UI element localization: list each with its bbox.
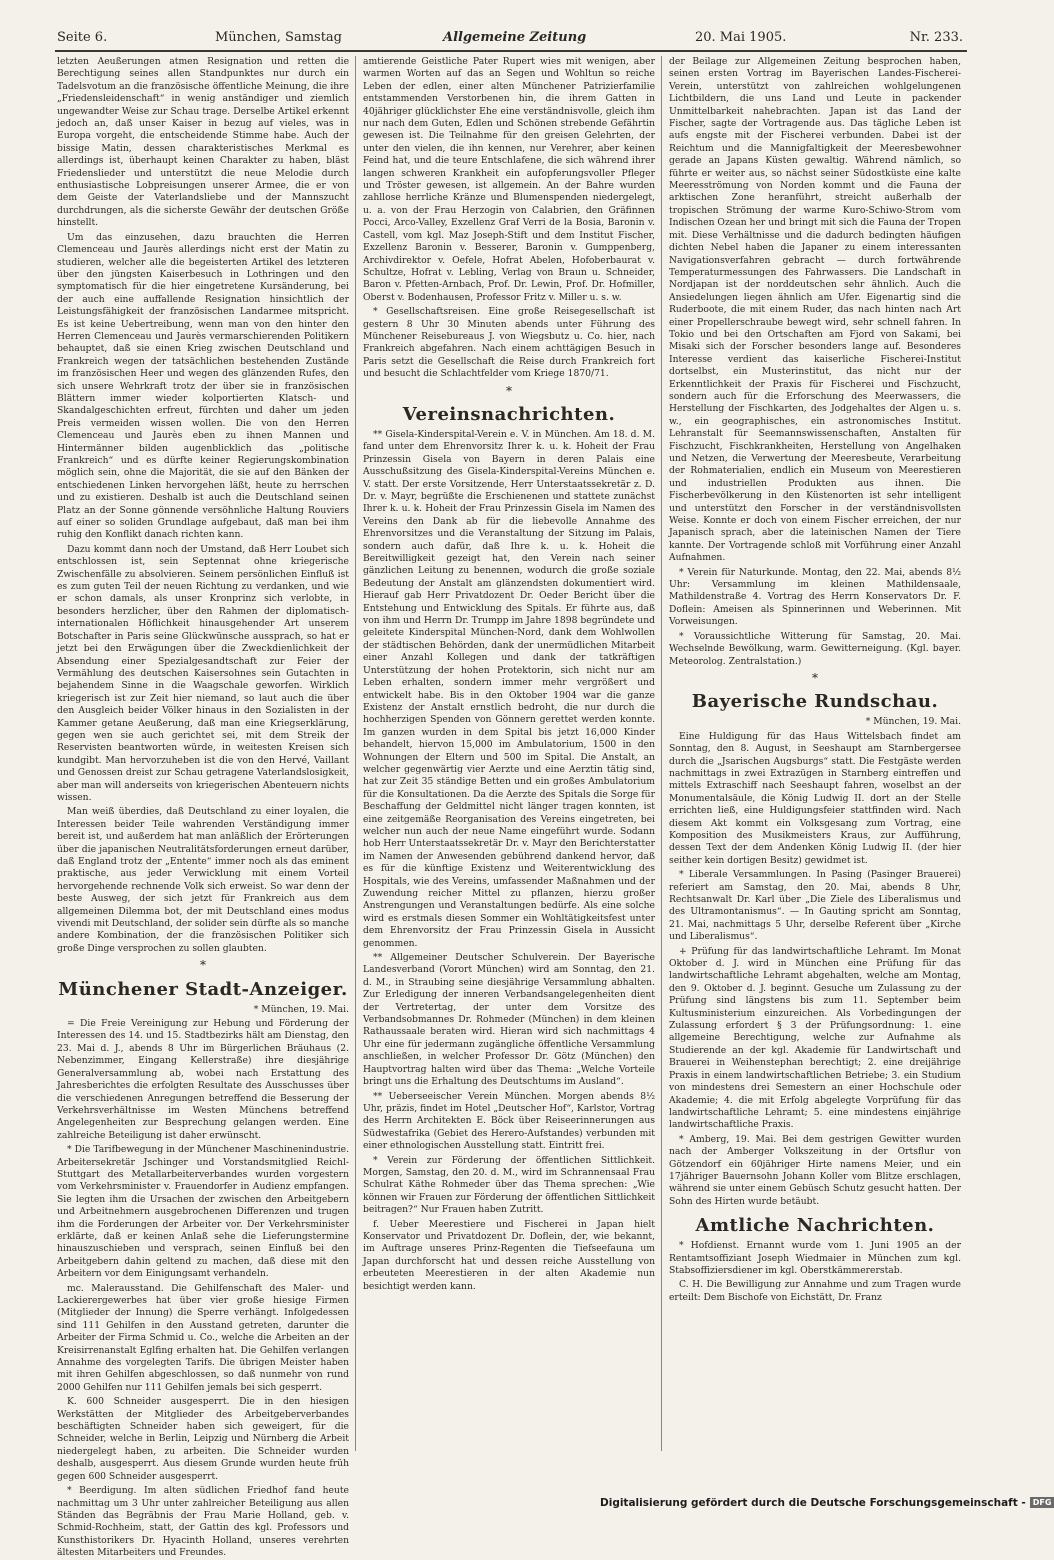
digitization-credit [600,1497,1052,1513]
newspaper-title: Allgemeine Zeitung [443,30,587,45]
news-item: mc. Malerausstand. Die Gehilfenschaft des Maler- und Lackierergewerbes hat über vier große hiesige Firmen (Mitglieder der Innung) die Sperre verhängt. Infolgedessen sind 111 Gehilfen in den Ausstand getreten, darunter die Arbeiter der Firma Schmid u. Co., welche die Arbeiten an der Kreisirrenanstalt Eglfing erhalten hat. Die Gehilfen verlangen Annahme des vorgelegten Tarifs. Die übrigen Meister haben mit ihren Gehilfen abgeschlossen, so daß nunmehr von rund 2000 Gehilfen nur 111 Gehilfen jemals bei sich gesperrt. [57,1282,349,1393]
news-item: ** Ueberseeischer Verein München. Morgen abends 8½ Uhr, präzis, findet im Hotel „Deutscher Hof“, Karlstor, Vortrag des Herrn Architekten E. Böck über Reiseerinnerungen aus Südwestafrika (Gebiet des Herero-Aufstandes) verbunden mit einer ethnologischen Ausstellung statt. Eintritt frei. [363,1090,655,1152]
news-item: * Liberale Versammlungen. In Pasing (Pasinger Brauerei) referiert am Samstag, den 20. Mai, abends 8 Uhr, Rechtsanwalt Dr. Karl über „Die Ziele des Liberalismus und des Ultramontanismus“. — In Gauting spricht am Sonntag, 21. Mai, nachmittags 5 Uhr, derselbe Referent über „Kirche und Liberalismus“. [669,869,961,943]
column-2 [363,56,655,1451]
page-header [55,24,967,52]
section-title-stadt-anzeiger: Münchener Stadt-Anzeiger. [58,978,348,1000]
news-item: = Die Freie Vereinigung zur Hebung und Förderung der Interessen des 14. und 15. Stadtbezirks hält am Dienstag, den 23. Mai d. J., abends 8 Uhr im Bürgerlichen Bräuhaus (2. Nebenzimmer, Eingang Kellerstraße) ihre diesjährige Generalversammlung ab, wobei nach Erstattung des Jahresberichtes die erfolgten Resultate des Ausschusses über die verschiedenen Anregungen betreffend die Besserung der Verkehrsverhältnisse im Westen Münchens betreffend Angelegenheiten zur Besprechung gelangen werden. Eine zahlreiche Beteiligung ist daher erwünscht. [57,1018,349,1141]
column-divider [661,56,662,1451]
section-divider-star: * [506,383,512,398]
credit-text: Digitalisierung gefördert durch die Deutsche Forschungsgemeinschaft - [600,1497,1026,1509]
news-item: * Verein zur Förderung der öffentlichen Sittlichkeit. Morgen, Samstag, den 20. d. M., wird im Schrannensaal Frau Schulrat Käthe Rohmeder über das Thema sprechen: „Wie können wir Frauen zur Förderung der öffentlichen Sittlichkeit beitragen?“ Nur Frauen haben Zutritt. [363,1154,655,1216]
paragraph: letzten Aeußerungen atmen Resignation und retten die Berechtigung seines allen Standpunktes nur durch ein Tadelsvotum an die französische öffentliche Meinung, die ihre „Friedensleidenschaft“ in wenig anständiger und ziemlich ungewandter Weise zur Schau trage. Derselbe Artikel erkennt jedoch an, daß unser Kaiser in bezug auf vieles, was in Europa vorgeht, die entscheidende Stimme habe. Auch der bissige Matin, dessen charakteristisches Merkmal es allerdings ist, überhaupt keinen Charakter zu haben, bläst Friedenslieder und unterstützt die neue Melodie durch enthusiastische Lobpreisungen unserer Armee, die er von dem Geiste der Vaterlandsliebe und der Mannszucht durchdrungen, als die sicherste Gewähr der deutschen Größe hinstellt. [57,56,349,229]
section-divider-star: * [200,958,206,973]
dateline: * München, 19. Mai. [865,716,961,728]
news-item: * Amberg, 19. Mai. Bei dem gestrigen Gewitter wurden nach der Amberger Volkszeitung in der Ortsflur von Götzendorf ein 60jähriger Hirte namens Meier, und ein 17jähriger Bauernsohn Johann Koller vom Blitze erschlagen, während sie unter einem Gebüsch Schutz gesucht hatten. Der Sohn des Hirten wurde betäubt. [669,1133,961,1207]
news-item: C. H. Die Bewilligung zur Annahme und zum Tragen wurde erteilt: Dem Bischofe von Eichstätt, Dr. Franz [669,1279,961,1303]
paragraph: Um das einzusehen, dazu brauchten die Herren Clemenceau und Jaurès allerdings nicht erst der Matin zu studieren, welcher alle die begeisterten Artikel des letzteren über den jüngsten Kaiserbesuch in Lothringen und den symptomatisch für die hier eingetretene Kursänderung, bei der auch eine auffallende Resignation hinsichtlich der Leistungsfähigkeit der französischen Landarmee mitspricht. Es ist keine Uebertreibung, wenn man von den hinter den Herren Clemenceau und Jaurès vermarschierenden Politikern behauptet, daß sie einen Krieg zwischen Deutschland und Frankreich wegen der tatsächlichen bestehenden Zustände im französischen Heer und wegen des glänzenden Rufes, den sich unsere Wehrkraft trotz der über sie in französischen Blättern immer wieder kolportierten Klatsch- und Skandalgeschichten erfreut, fürchten und daher um jeden Preis vermeiden wissen wollen. Die von den Herren Clemenceau und Jaurès eben zu ihnen Mannen und Hintermänner bilden augenblicklich das „politische Frankreich“ und es dürfte keiner Regierungskombination möglich sein, ohne die Majorität, die sie auf den Bänken der entschiedenen Linken hervorgehen läßt, heute zu herrschen und zu existieren. Deshalb ist auch die Deutschland seinen Platz an der Sonne gönnende versöhnliche Haltung Rouviers auf einer so soliden Grundlage aufgebaut, daß man bei ihm ruhig den Konflikt danach richten kann. [57,231,349,541]
section-title-vereinsnachrichten: Vereinsnachrichten. [402,403,616,425]
paragraph: Man weiß überdies, daß Deutschland zu einer loyalen, die Interessen beider Teile wahrenden Verständigung immer bereit ist, und außerdem hat man anläßlich der Erörterungen über die japanischen Neutralitätsforderungen erneut darüber, daß England trotz der „Entente“ immer noch als das eminent praktische, aus jeder Verwicklung mit einem Vorteil hervorgehende rechnende Volk sich erweist. So war denn der beste Ausweg, der sich jetzt für Frankreich aus dem allgemeinen Dilemma bot, der mit Deutschland eines modus vivendi mit Deutschland, der solider sein dürfte als so manche andere Kombination, der die französischen Politiker sich große Dinge versprochen zu sollen glaubten. [57,806,349,954]
section-title-bayerische-rundschau: Bayerische Rundschau. [691,691,939,713]
news-item: * Die Tarifbewegung in der Münchener Maschinenindustrie. Arbeitersekretär Jschinger und Vorstandsmitglied Reichl-Stuttgart des Metallarbeiterverbandes wurden vorgestern vom Verkehrsminister v. Frauendorfer in Audienz empfangen. Sie legten ihm die Ursachen der zwischen den Arbeitgebern und Arbeitnehmern ausgebrochenen Differenzen und trugen ihm die Forderungen der Arbeiter vor. Der Verkehrsminister erklärte, daß er keinen Anlaß sehe die Lieferungstermine hinauszuschieben und versprach, seinen Einfluß bei den Arbeitgebern dahin geltend zu machen, daß diese mit den Arbeitern vor dem Einigungsamt verhandeln. [57,1144,349,1280]
header-date: 20. Mai 1905. [695,30,787,45]
page-number: Seite 6. [57,30,108,45]
section-title-amtliche-nachrichten: Amtliche Nachrichten. [695,1215,935,1237]
news-item: Eine Huldigung für das Haus Wittelsbach findet am Sonntag, den 8. August, in Seeshaupt am Starnbergersee durch die „Jsarischen Augsburgs“ statt. Die Festgäste werden nachmittags in zwei Extrazügen in Starnberg eintreffen und mittels Extraschiff nach Seeshaupt fahren, woselbst an der Monumentalsäule, die König Ludwig II. dort an der Stelle errichten ließ, eine Huldigungsfeier stattfinden wird. Nach diesem Akt kommt ein Volksgesang zum Vortrag, eine Komposition des Musikmeisters Kraus, zur Aufführung, dessen Text der dem Andenken König Ludwig II. (der hier seither kein dortigen Besitz) gewidmet ist. [669,730,961,866]
news-item: ** Allgemeiner Deutscher Schulverein. Der Bayerische Landesverband (Vorort München) wird am Sonntag, den 21. d. M., in Straubing seine diesjährige Versammlung abhalten. Zur Erledigung der inneren Verbandsangelegenheiten dient der Vertretertag, der unter dem Vorsitze des Verbandsobmannes Dr. Rohmeder (München) in dem kleinen Rathaussaale beraten wird. Hieran wird sich nachmittags 4 Uhr eine für jedermann zugängliche öffentliche Versammlung anschließen, in welcher Professor Dr. Götz (München) den Hauptvortrag halten wird über das Thema: „Welche Vorteile bringt uns die Erhaltung des Deutschtums im Ausland“. [363,952,655,1088]
dateline: * München, 19. Mai. [253,1003,349,1015]
news-item: + Prüfung für das landwirtschaftliche Lehramt. Im Monat Oktober d. J. wird in München eine Prüfung für das landwirtschaftliche Lehramt abgehalten, welche am Montag, den 9. Oktober d. J. beginnt. Gesuche um Zulassung zu der Prüfung sind längstens bis zum 11. September beim Kultusministerium einzureichen. Als Vorbedingungen der Zulassung erfordert § 3 der Prüfungsordnung: 1. eine allgemeine Berechtigung, welche zur Aufnahme als Studierende an der kgl. Akademie für Landwirtschaft und Brauerei in Weihenstephan berechtigt; 2. eine dreijährige Praxis in einem landwirtschaftlichen Betriebe; 3. ein Studium von mindestens drei Semestern an einer Hochschule oder Akademie; 4. die mit Erfolg abgelegte Vorprüfung für das landwirtschaftliche Lehramt; 5. eine mindestens einjährige landwirtschaftliche Praxis. [669,945,961,1131]
news-item: ** Gisela-Kinderspital-Verein e. V. in München. Am 18. d. M. fand unter dem Ehrenvorsitz Ihrer k. u. k. Hoheit der Frau Prinzessin Gisela von Bayern in deren Palais eine Ausschußsitzung des Gisela-Kinderspital-Vereins München e. V. statt. Der erste Vorsitzende, Herr Unterstaatssekretär z. D. Dr. v. Mayr, begrüßte die Erschienenen und stattete zunächst Ihrer k. u. k. Hoheit der Frau Prinzessin Gisela im Namen des Vereins den Dank ab für die liebevolle Annahme des Ehrenvorsitzes und die Veranstaltung der Sitzung im Palais, sondern auch dafür, daß Ihre k. u. k. Hoheit die Bereitwilligkeit gezeigt hat, den Verein nach seiner gänzlichen Leitung zu benennen, wodurch die große soziale Bedeutung der Anstalt am glänzendsten dokumentiert wird. Hierauf gab Herr Privatdozent Dr. Oeder Bericht über die Entstehung und Entwicklung des Spitals. Er führte aus, daß von ihm und Herrn Dr. Trumpp im Jahre 1898 begründete und geleitete Kinderspital München-Nord, dank dem Wohlwollen der städtischen Behörden, dank der unermüdlichen Mitarbeit einer Anzahl Kollegen und dank der tatkräftigen Unterstützung der hohen Protektorin, sich nicht nur am Leben erhalten, sondern immer mehr vergrößert und entwickelt habe. Bis in den Oktober 1904 war die ganze Existenz der Anstalt ernstlich bedroht, die nur durch die hochherzigen Spenden von Gönnern gerettet werden konnte. Im ganzen wurden in dem Spital bis jetzt 16,000 Kinder behandelt, hiervon 15,000 im Ambulatorium, 1500 in den Wohnungen der Eltern und 500 im Spital. Die Anstalt, an welcher gegenwärtig vier Aerzte und eine Aerztin tätig sind, hat zur Zeit 35 ständige Betten und ein großes Ambulatorium für die Konsultationen. Da die Aerzte des Spitals die Sorge für Beschaffung der Geldmittel nicht länger tragen konnten, ist eine zeitgemäße Reorganisation des Vereins eingetreten, bei welcher nun auch der neue Name eingeführt wurde. Sodann hob Herr Unterstaatssekretär Dr. v. Mayr den Berichterstatter im Namen der Anwesenden gebührend dankend hervor, daß es für die künftige Existenz und Weiterentwicklung des Hospitals, wie des Vereins, umfassender Maßnahmen und der Zuwendung reicher Mittel zu pflanzen, hierzu großer Anstrengungen und Veranstaltungen bedürfe. Als eine solche wird es erstmals diesen Sommer ein Wohltätigkeitsfest unter dem Ehrenvorsitz der Frau Prinzessin Gisela in Aussicht genommen. [363,428,655,949]
news-item: K. 600 Schneider ausgesperrt. Die in den hiesigen Werkstätten der Mitglieder des Arbeitgeberverbandes beschäftigten Schneider haben sich geweigert, für die Schneider, welche in Berlin, Leipzig und Nürnberg die Arbeit niedergelegt haben, zu arbeiten. Die Schneider wurden deshalb, ausgesperrt. Aus diesem Grunde wurden heute früh gegen 600 Schneider ausgesperrt. [57,1396,349,1482]
dfg-logo: DFG [1030,1497,1054,1508]
paragraph: Dazu kommt dann noch der Umstand, daß Herr Loubet sich entschlossen ist, sein Septennat ohne kriegerische Zwischenfälle zu absolvieren. Seinem persönlichen Einfluß ist es zum guten Teil der neuen Richtung zu verdanken, und wie er schon damals, als unser Kronprinz sich verlobte, in besonders herzlicher, über den Rahmen der diplomatisch-internationalen Höflichkeit hinausgehender Art unserem Botschafter in Paris seine Glückwünsche aussprach, so hat er jetzt bei den Erwägungen über die Zweckdienlichkeit der Absendung einer Spezialgesandtschaft zur Feier der Vermählung des deutschen Kaisersohnes sein Gutachten in bejahendem Sinne in die Waagschale geworfen. Wirklich kriegerisch ist zur Zeit hier niemand, so laut auch die über den Ausgleich beider Völker hinaus in den Sozialisten in der Kammer getane Aeußerung, daß man eine Kriegserklärung, gegen wen sie auch gerichtet sei, mit dem Streik der Reservisten beantworten würde, in weitesten Kreisen sich kundgibt. Man hervorzuheben ist die von den Hervé, Vaillant und Genossen dreist zur Schau getragene Vaterlandslosigkeit, aber man will anderseits von kriegerischen Abenteuern nichts wissen. [57,543,349,803]
news-item: * Voraussichtliche Witterung für Samstag, 20. Mai. Wechselnde Bewölkung, warm. Gewitterneigung. (Kgl. bayer. Meteorolog. Zentralstation.) [669,630,961,667]
news-item: f. Ueber Meerestiere und Fischerei in Japan hielt Konservator und Privatdozent Dr. Doflein, der, wie bekannt, im Auftrage unseres Prinz-Regenten die Tiefseefauna um Japan durchforscht hat und dessen reiche Ausstellung von erbeuteten Meerestieren in der alten Akademie nun besichtigt werden kann. [363,1218,655,1292]
column-1 [57,56,349,1559]
news-item: * Hofdienst. Ernannt wurde vom 1. Juni 1905 an der Rentamtsoffiziant Joseph Wiedmaier in München zum kgl. Stabsoffiziersdiener im kgl. Oberstkämmererstab. [669,1240,961,1276]
news-item: * Beerdigung. Im alten südlichen Friedhof fand heute nachmittag um 3 Uhr unter zahlreicher Beteiligung aus allen Ständen das Begräbnis der Frau Marie Holland, geb. v. Schmid-Rochheim, statt, der Gattin des kgl. Professors und Kunsthistorikers Dr. Hyacinth Holland, unseres verehrten ältesten Mitarbeiters und Freundes. [57,1485,349,1559]
issue-number: Nr. 233. [909,30,963,45]
news-item: * Verein für Naturkunde. Montag, den 22. Mai, abends 8½ Uhr: Versammlung im kleinen Mathildensaale, Mathildenstraße 4. Vortrag des Herrn Konservators Dr. F. Doflein: Ameisen als Spinnerinnen und Weberinnen. Mit Vorweisungen. [669,566,961,628]
column-3 [669,56,961,1451]
paragraph: amtierende Geistliche Pater Rupert wies mit wenigen, aber warmen Worten auf das an Segen und Wohltun so reiche Leben der edlen, einer alten Münchener Patrizierfamilie entstammenden Verstorbenen hin, die ihrem Gatten in 40jähriger glücklichster Ehe eine verständnisvolle, gleich ihm nur nach dem Guten, Edlen und Schönen strebende Gefährtin gewesen ist. Die Teilnahme für den greisen Gelehrten, der unter den vielen, die ihn kennen, nur Verehrer, aber keinen Feind hat, und die teure Entschlafene, die sich während ihrer langen schweren Krankheit ein aufopferungsvoller Pfleger und Tröster gewesen, ist allgemein. An der Bahre wurden zahllose herrliche Kränze und Blumenspenden niedergelegt, u. a. von der Frau Herzogin von Calabrien, den Gräfinnen Pocci, Arco-Valley, Exzellenz Graf Verri de la Bosia, Baronin v. Castell, vom kgl. Maz Joseph-Stift und dem Institut Fischer, Exzellenz Baronin v. Besserer, Baronin v. Gumppenberg, Archivdirektor v. Oefele, Hofrat Abelen, Hofoberbaurat v. Schultze, Hofrat v. Lebling, Verlag von Braun u. Schneider, Baron v. Pfetten-Arnbach, Prof. Dr. Lewin, Prof. Dr. Hofmiller, Oberst v. Bodenhausen, Professor Fritz v. Miller u. s. w. [363,56,655,303]
paragraph: der Beilage zur Allgemeinen Zeitung besprochen haben, seinen ersten Vortrag im Bayerischen Landes-Fischerei-Verein, unterstützt von zahlreichen wohlgelungenen Lichtbildern, die uns Land und Leute in packender Unmittelbarkeit nahebrachten. Japan ist das Land der Fischer, sagte der Vortragende aus. Das tägliche Leben ist aufs engste mit der Fischerei verbunden. Dabei ist der Reichtum und die Mannigfaltigkeit der Meeresbewohner gerade an Japans Küsten gewaltig. Während nämlich, so führte er weiter aus, so nächst seiner Südostküste eine kalte Meeresströmung von Norden kommt und die Fauna der arktischen Zone heranführt, streicht außerhalb der tropischen Strömung der warme Kuro-Schiwo-Strom vom Indischen Ozean her und bringt mit sich die Fauna der Tropen mit. Diese Verhältnisse und die dadurch bedingten häufigen dichten Nebel haben die Japaner zu einem interessanten Navigationsverfahren gebracht — durch fortwährende Temperaturmessungen des Fahrwassers. Die Landschaft in Nordjapan ist der norddeutschen sehr ähnlich. Auch die Ansiedelungen liegen ähnlich am Ufer. Eigenartig sind die Ruderboote, die mit einem Ruder, das nach hinten nach Art einer Propellerschraube bewegt wird, sehr schnell fahren. In Tokio und bei den Ortschaften am Fjord von Sakami, bei Misaki sich der Forscher besonders lange auf. Besonderes Interesse verdient das kaiserliche Fischerei-Institut dortselbst, ein Musterinstitut, das nicht nur der Erkenntlichkeit der Praxis für Fischerei und Fischzucht, sondern auch für die Erforschung des Meerwassers, die Herstellung der Fischkarten, des Jodgehaltes der Algen u. s. w., ein geographisches, ein astronomisches Institut. Lehranstalt für Seemannswissenschaften, Anstalten für Fischzucht, Fischkrankheiten, Herstellung von Angelhaken und Netzen, die Verwertung der Meeresbeute, Verarbeitung der Rohmaterialien, endlich ein Museum von Meerestieren und industriellen Produkten aus ihnen. Die Fischerbevölkerung in den Küstenorten ist sehr intelligent und unterstützt den Forscher in der verständnisvollsten Weise. Konnte er doch von einem Fischer erreichen, der nur Japanisch sprach, aber die lateinischen Namen der Tiere kannte. Der Vortragende schloß mit Vorführung einer Anzahl Aufnahmen. [669,56,961,564]
paragraph: * Gesellschaftsreisen. Eine große Reisegesellschaft ist gestern 8 Uhr 30 Minuten abends unter Führung des Münchener Reisebureaus J. von Wiegsbutz u. Co. hier, nach Frankreich abgefahren. Nach einem achttägigen Besuch in Paris setzt die Gesellschaft die Reise durch Frankreich fort und besucht die Schlachtfelder vom Kriege 1870/71. [363,306,655,380]
column-divider [355,56,356,1451]
section-divider-star: * [812,670,818,685]
header-city-day: München, Samstag [215,30,342,45]
